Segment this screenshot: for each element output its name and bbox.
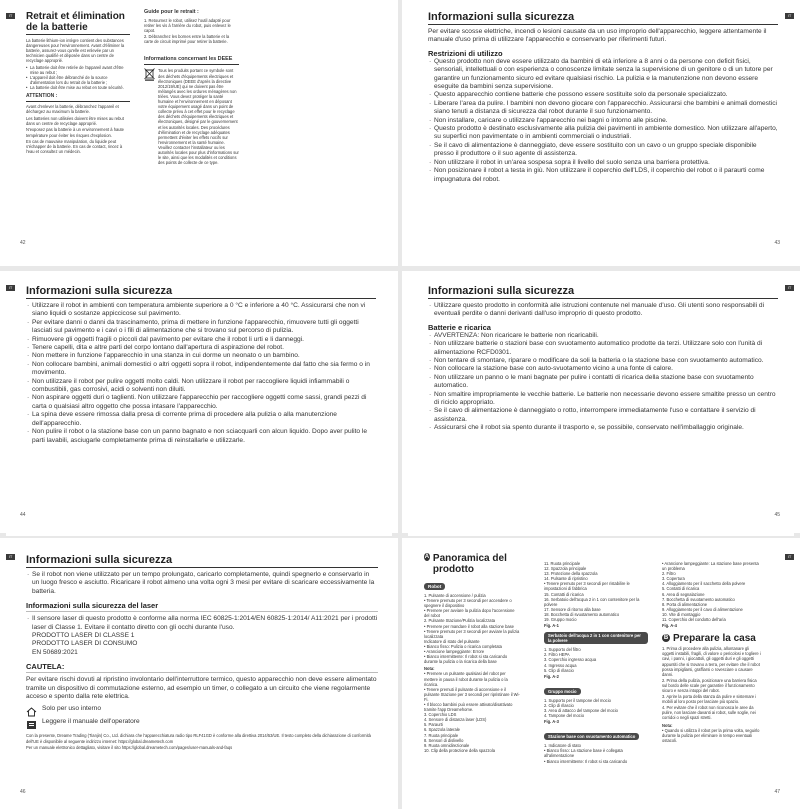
list-item: 4. Ingresso acqua <box>544 662 577 668</box>
list-item: 17. Sensore di ritorno alla base <box>544 606 601 612</box>
page-46 <box>6 545 392 807</box>
page-title: Informazioni sulla sicurezza <box>26 554 173 566</box>
battery-bullets <box>26 65 130 90</box>
list-item: • Premere per mandare il robot alla stazione base <box>424 623 514 629</box>
list-item: 7. Ruota principale <box>424 732 459 738</box>
intro-text: La batterie lithium-ion intègre contient des substances dangereuses pour l'environnement. Avant d'éliminer la batterie, assurez-vous qu'elle est enlevée par un technicien qualifié et déposée dans un centre de recyclage approprié. <box>26 38 125 64</box>
list-item: • Quando si utilizza il robot per la prima volta, seguirlo durante la pulizia per eliminare in tempo eventuali ostacoli. <box>662 727 760 743</box>
list-item: · Il sensore laser di questo prodotto è conforme alla norma IEC 60825-1:2014/EN 60825-1:2014/ A11:2021 per i prodotti laser di Classe 1. Evitare il contatto diretto con gli occhi durante l'uso. <box>26 615 378 632</box>
figure-label: Fig. A-1 <box>544 623 559 629</box>
list-item: 2. Pulsante Stazione/Pulizia localizzata <box>424 618 495 624</box>
tank-parts-list <box>544 647 648 672</box>
deee-text: Tous les produits portant ce symbole sont des déchets d'équipements électriques et électroniques (DEEE d'après la directive 2012/19/UE) qui ne doivent pas être mélangés avec les ordures ménagères non triées. Vous devez protéger la santé humaine et l'environnement en déposant votre équipement usagé dans un point de collecte prévu à cet effet pour le recyclage des déchets d'équipements électriques et électroniques, désigné par le gouvernement et les autorités locales. Des procédures d'élimination et de recyclage adéquates permettent d'éviter les effets nocifs sur l'environnement et la santé humaine. Veuillez contacter l'installateur ou les autorités locales pour plus d'informations sur le site, ainsi que les modalités et conditions des points de collecte de ce type. <box>158 68 239 166</box>
list-item: • Bianco fisso: Pulizia o ricarica completata <box>424 643 502 649</box>
list-item: 9. Alloggiamento per il cavo di alimentazione <box>662 606 743 612</box>
list-item: 10. Clip della protezione della spazzola <box>424 747 496 753</box>
section-pill: Stazione base con svuotamento automatico <box>544 733 639 740</box>
page-45 <box>408 276 794 536</box>
list-item: 16. Serbatoio dell'acqua 2 in 1 con contenitore per la polvere <box>544 596 640 607</box>
list-item: • Tenere premuto per 3 secondi per avviare la pulizia localizzata <box>424 628 520 639</box>
guide-step: 2. Débranchez les bornes entre la batterie et la carte de circuit imprimé pour retirer la batterie. <box>144 34 230 45</box>
section-pill: Robot <box>424 583 445 590</box>
list-item: · Non aspirare oggetti duri o taglienti. Non utilizzare l'apparecchio per raccogliere oggetti come sassi, grandi pezzi di carta o qualsiasi altro oggetto che possa intasare l'apparecchio. <box>26 394 376 411</box>
note-title: Nota: <box>424 666 435 672</box>
list-item: • Tenere premuti il pulsante di accensione e il pulsante Stazione per 3 secondi per ripristinare il Wi-Fi. <box>424 686 520 702</box>
overview-heading <box>424 553 520 575</box>
icon-row-label: Leggere il manuale dell'operatore <box>42 718 140 726</box>
list-item: · Liberare l'area da pulire. I bambini non devono giocare con l'apparecchio. Assicurarsi che bambini e animali domestici siano tenuti a distanza di sicurezza dal robot durante il suo funzionamento. <box>428 100 778 117</box>
list-item: • Arancione lampeggiante: La stazione base presenta un problema <box>662 561 759 572</box>
page-44 <box>6 276 392 536</box>
list-item: • La batterie doit être mise au rebut en toute sécurité. <box>26 85 130 90</box>
list-item: • Bianco intermittente: Il robot si sta caricando <box>544 758 628 764</box>
spread-gap <box>0 266 800 271</box>
caution-title: CAUTELA: <box>26 662 65 672</box>
manual-book-icon <box>26 717 37 727</box>
section-number: A <box>424 554 430 560</box>
page-title: Informazioni sulla sicurezza <box>428 11 575 23</box>
spread-divider <box>398 0 402 809</box>
list-item: 3. Coperchio LDS <box>424 712 457 718</box>
usage-list <box>428 302 778 319</box>
list-item: · Se il cavo di alimentazione è danneggiato, deve essere sostituito con un cavo o un gruppo speciale disponibile presso il produttore o il suo agente di assistenza. <box>428 142 778 159</box>
list-item: · Assicurarsi che il robot sia spento durante il trasporto e, se possibile, conservato nell'imballaggio originale. <box>428 424 778 432</box>
language-tab: IT <box>6 554 15 560</box>
figure-label: Fig. A-2 <box>544 673 559 679</box>
icon-row <box>26 704 378 714</box>
battery-list <box>428 332 778 433</box>
list-item: 1. Pulsante di accensione / pulizia <box>424 593 486 598</box>
list-item: · Non utilizzare il robot per pulire oggetti molto caldi. Non utilizzare il robot per raccogliere liquidi infiammabili o combustibili, gas corrosivi, acidi o solventi non diluiti. <box>26 378 376 395</box>
house-icon <box>26 704 37 714</box>
list-item: • L'appareil doit être débranché de la source d'alimentation lors du retrait de la batterie ; <box>26 75 130 85</box>
figure-label: Fig. A-3 <box>544 719 559 725</box>
attention-para: N'exposez pas la batterie à un environnement à haute température pour éviter les risques d'explosion. <box>26 127 124 138</box>
list-item: · Non utilizzare un panno o le mani bagnate per pulire i contatti di ricarica della stazione base con svuotamento automatico. <box>428 374 778 391</box>
attention-para: En cas de mauvaise manipulation, du liquide peut s'échapper de la batterie. En cas de contact, rincez à l'eau et consultez un médecin. <box>26 139 123 155</box>
intro-text: Per evitare scosse elettriche, incendi o lesioni causate da un uso improprio dell'apparecchio, leggere attentamente il manuale d'uso prima di utilizzare l'apparecchio e conservarlo per riferimenti futuri. <box>428 28 767 44</box>
list-item: · Non smaltire impropriamente le vecchie batterie. Le batterie non necessarie devono essere smaltite presso un centro di riciclo appropriato. <box>428 391 778 408</box>
list-item: • Bianco intermittente: Il robot si sta caricando durante la pulizia o la ricarica della base <box>424 654 508 665</box>
section-number: B <box>663 635 669 642</box>
list-item: • Arancione lampeggiante: Errore <box>424 649 485 655</box>
list-item: 4. Tampone del mocio <box>544 713 584 719</box>
list-item: · Non installare, caricare o utilizzare l'apparecchio nei bagni o intorno alle piscine. <box>428 117 778 125</box>
page-number: 46 <box>20 789 26 795</box>
list-item: 11. Coperchio del condotto dell'aria <box>662 617 726 623</box>
page-title: Informazioni sulla sicurezza <box>26 285 173 297</box>
base-parts-list <box>544 743 648 763</box>
robot-parts-list-cont <box>544 561 648 622</box>
note-list <box>424 671 520 753</box>
list-item: 1. Supporto per il tampone del mocio <box>544 697 611 703</box>
section-pill: Serbatoio dell'acqua 2 in 1 con contenitore per la polvere <box>544 632 648 644</box>
list-item: · Utilizzare il robot in ambienti con temperatura ambiente superiore a 0 °C e inferiore a 40 °C. Assicurarsi che non vi siano liquidi o sostanze appiccicose sul pavimento. <box>26 302 376 319</box>
list-item: 4. Sensore di distanza laser (LDS) <box>424 717 487 723</box>
base-parts-list-cont <box>662 561 762 622</box>
laser-class-line: PRODOTTO LASER DI CONSUMO <box>32 640 138 648</box>
restrictions-list <box>428 58 778 184</box>
icon-row <box>26 717 378 727</box>
guide-title: Guide pour le retrait : <box>144 9 199 15</box>
list-item: · Non posizionare il robot a testa in giù. Non utilizzare il coperchio dell'LDS, il coperchio del robot o il paraurti come impugnatura del robot. <box>428 167 778 184</box>
list-item: · AVVERTENZA: Non ricaricare le batterie non ricaricabili. <box>428 332 778 340</box>
list-item: 18. Bocchetta di svuotamento automatico <box>544 611 620 617</box>
list-item: 1. Indicatore di stato <box>544 743 581 749</box>
figure-label: Fig. A-4 <box>662 623 677 629</box>
list-item: · Non mettere in funzione l'apparecchio in una stanza in cui dorme un neonato o un bambino. <box>26 352 376 360</box>
weee-bin-icon <box>144 68 155 81</box>
safety-list <box>26 302 376 445</box>
page-42 <box>6 4 392 264</box>
page-number: 42 <box>20 240 26 246</box>
list-item: 4. Alloggiamento per il sacchetto della polvere <box>662 581 746 587</box>
laser-class-line: PRODOTTO LASER DI CLASSE 1 <box>32 632 135 640</box>
attention-para: Les batteries non utilisées doivent être mises au rebut dans un centre de recyclage approprié. <box>26 115 124 126</box>
list-item: 1. Prima di procedere alla pulizia, allontanare gli oggetti instabili, fragili, di valore o pericolosi e togliere i cavi, i panni, i giocattoli, gli oggetti duri e gli oggetti appuntiti che si trovano a terra, per evitare che il robot possa impigliarsi, graffiarsi o rovesciare o causare danni. <box>662 646 761 677</box>
section-pill: Gruppo mocio <box>544 688 581 695</box>
list-item: · Non utilizzare il robot in un'area sospesa sopra il livello del suolo senza una barriera protettiva. <box>428 159 778 167</box>
section-title: Batterie e ricarica <box>428 322 491 332</box>
attention-para: Avant d'enlever la batterie, débranchez l'appareil et déchargez au maximum la batterie. <box>26 104 119 115</box>
page-number: 47 <box>774 789 780 795</box>
list-item: 12. Spazzola principale <box>544 566 587 572</box>
page-title: Informazioni sulla sicurezza <box>428 285 575 297</box>
list-item: · Tenere capelli, dita e altre parti del corpo lontano dall'apertura di aspirazione del robot. <box>26 344 376 352</box>
list-item: 6. Area di segnalazione <box>662 591 705 597</box>
list-item: · Rimuovere gli oggetti fragili o piccoli dal pavimento per evitare che il robot li urti e li danneggi. <box>26 336 376 344</box>
attention-title: ATTENTION : <box>26 93 58 100</box>
list-item: 5. Paraurti <box>424 722 443 728</box>
list-item: 8. Porta di alimentazione <box>662 601 708 607</box>
note-title: Nota: <box>662 722 673 728</box>
list-item: · Non utilizzare batterie o stazioni base con svuotamento automatico prodotte da terzi. Utilizzare solo con l'unità di alimentazione RCFD0301. <box>428 340 778 357</box>
icon-row-label: Solo per uso interno <box>42 705 102 713</box>
list-item: 2. Prima della pulizia, posizionare una barriera fisica sul bordo delle scale per garantire il funzionamento sicuro e senza intoppi del robot. <box>662 677 757 693</box>
list-item: · Utilizzare questo prodotto in conformità alle istruzioni contenute nel manuale d'uso. Gli utenti sono responsabili di eventuali perdite o danni derivanti dall'uso improprio di questo prodotto. <box>428 302 778 319</box>
list-item: · Se il robot non viene utilizzato per un tempo prolungato, caricarlo completamente, quindi spegnerlo e conservarlo in un luogo fresco e asciutto. Ricaricare il robot almeno una volta ogni 3 mesi per evitare di scaricare eccessivamente la batteria. <box>26 571 378 596</box>
language-tab: IT <box>785 554 794 560</box>
storage-list <box>26 571 378 596</box>
list-item: 8. Sensori di dislivello <box>424 737 464 743</box>
footer-text: Con la presente, Dreame Trading (Tianjin) Co., Ltd. dichiara che l'apparecchiatura radio tipo RLF41GD è conforme alla direttiva 2014/53/UE. Il testo completo della dichiarazione di conformità dell'UE è disponibile al seguente indirizzo internet: https://global.dreametech.com <box>26 733 371 744</box>
list-item: • Premere per avviare la pulizia dopo l'accensione del robot <box>424 608 515 619</box>
list-item: 7. Bocchetta di svuotamento automatico <box>662 596 735 602</box>
page-47 <box>408 545 794 807</box>
list-item: 2. Filtro <box>662 571 676 577</box>
list-item: 10. Vite di montaggio <box>662 611 701 617</box>
list-item: • Tenere premuto per 3 secondi per ristabilire le impostazioni di fabbrica <box>544 581 630 592</box>
prepare-list <box>662 646 762 720</box>
language-tab: IT <box>785 285 794 291</box>
list-item: 5. Clip di rilascio <box>544 667 574 673</box>
prepare-heading <box>662 634 762 643</box>
robot-parts-list <box>424 593 520 664</box>
page-title: Retrait et élimination de la batterie <box>26 11 125 33</box>
laser-class-line: EN 50689:2021 <box>32 648 78 656</box>
list-item: • Tenere premuto per 3 secondi per accendere o spegnere il dispositivo <box>424 598 512 609</box>
page-title: Panoramica del prodotto <box>432 553 507 575</box>
list-item: • La batterie doit être retirée de l'appareil avant d'être mise au rebut ; <box>26 65 130 75</box>
section-title: Informazioni sulla sicurezza del laser <box>26 601 159 611</box>
language-tab: IT <box>785 13 794 19</box>
laser-list <box>26 615 378 632</box>
page-number: 45 <box>774 512 780 518</box>
list-item: Indicatore di stato del pulsante <box>424 638 480 644</box>
list-item: 5. Contatti di ricarica <box>662 586 700 592</box>
caution-text: Per evitare rischi dovuti al ripristino involontario dell'interruttore termico, questo apparecchio non deve essere alimentato tramite un dispositivo di commutazione esterno, ad esempio un timer, o collegato a un circuito che viene regolarmente acceso e spento dalla rete elettrica. <box>26 676 377 701</box>
list-item: 11. Ruota principale <box>544 561 581 566</box>
list-item: 3. Copertura <box>662 576 685 582</box>
list-item: 19. Gruppo mocio <box>544 617 577 623</box>
list-item: 6. Spazzola laterale <box>424 727 460 733</box>
list-item: • Premere un pulsante qualsiasi del robot per mettere in pausa il robot durante la pulizia o la ricarica. <box>424 671 508 687</box>
list-item: · La spina deve essere rimossa dalla presa di corrente prima di procedere alla pulizia o alla manutenzione dell'apparecchio. <box>26 411 376 428</box>
list-item: 2. Clip di rilascio <box>544 702 574 708</box>
language-tab: IT <box>6 13 15 19</box>
list-item: · Non collocare la stazione base con auto-svuotamento vicino a una fonte di calore. <box>428 365 778 373</box>
list-item: · Questo prodotto è destinato esclusivamente alla pulizia dei pavimenti in ambiente domestico. Non utilizzare all'aperto, su superfici non pavimentate o in ambienti commerciali o industriali. <box>428 125 778 142</box>
list-item: · Se il cavo di alimentazione è danneggiato o rotto, interrompere immediatamente l'uso e contattare il servizio di assistenza. <box>428 407 778 424</box>
list-item: · Per evitare danni o danni da trascinamento, prima di mettere in funzione l'apparecchio, rimuovere tutti gli oggetti lasciati sul pavimento e i cavi o i fili di alimentazione che si trovano sul percorso di pulizia. <box>26 319 376 336</box>
list-item: • Bianco fisso: La stazione base è collegata all'alimentazione <box>544 748 623 759</box>
list-item: 2. Filtro HEPA <box>544 652 570 658</box>
list-item: 13. Protezione della spazzola <box>544 571 598 577</box>
list-item: 1. Supporto del filtro <box>544 647 581 653</box>
list-item: · Questo prodotto non deve essere utilizzato da bambini di età inferiore a 8 anni o da persone con deficit fisici, sensoriali, intellettuali o con esperienza o conoscenze limitate senza la supervisione di un genitore o di un tutore per garantire un funzionamento sicuro ed evitare qualsiasi rischio. La pulizia e la manutenzione non devono essere eseguite da bambini senza supervisione. <box>428 58 778 92</box>
list-item: 14. Pulsante di ripristino <box>544 576 588 582</box>
guide-step: 1. Retournez le robot, utilisez l'outil adapté pour retirer les vis à l'arrière du robot, puis enlevez le capot. <box>144 17 231 33</box>
list-item: 3. Coperchio ingresso acqua <box>544 657 597 663</box>
page-number: 44 <box>20 512 26 518</box>
page-number: 43 <box>774 240 780 246</box>
page-43 <box>408 4 794 264</box>
list-item: · Non pulire il robot o la stazione base con un panno bagnato e non sciacquarli con alcun liquido. Dopo aver pulito le parti lavabili, asciugarle completamente prima di reinstallarle e utilizzarle. <box>26 428 376 445</box>
section-title: Preparare la casa <box>673 633 756 645</box>
deee-title: Informations concernant les DEEE <box>144 55 233 62</box>
list-item: · Non tentare di smontare, riparare o modificare da soli la batteria o la stazione base con svuotamento automatico. <box>428 357 778 365</box>
language-tab: IT <box>6 285 15 291</box>
list-item: 4. Per evitare che il robot non riconosca le aree da pulire, non lasciare davanti ai robot, sulle soglie, nei corridoi o negli spazi stretti. <box>662 705 756 721</box>
list-item: • Il blocco bambini può essere attivato/disattivato tramite l'app Dreamehome. <box>424 701 513 713</box>
list-item: 3. Aprire la porta della stanza da pulire e sistemare i mobili al loro posto per lasciare più spazio. <box>662 694 757 705</box>
footer-text: Per un manuale elettronico dettagliato, visitare il sito https://global.dreametech.com/pages/user-manuals-and-faqs <box>26 745 233 751</box>
list-item: 15. Contatti di ricarica <box>544 591 584 597</box>
mop-parts-list <box>544 698 648 718</box>
list-item: 9. Ruota omnidirezionale <box>424 742 470 748</box>
list-item: 3. Area di attacco del tampone del mocio <box>544 707 618 713</box>
section-title: Restrizioni di utilizzo <box>428 48 503 58</box>
list-item: · Questo apparecchio contiene batterie che possono essere sostituite solo da personale specializzato. <box>428 91 778 99</box>
list-item: · Non collocare bambini, animali domestici o altri oggetti sopra il robot, indipendentemente dal fatto che sia fermo o in movimento. <box>26 361 376 378</box>
